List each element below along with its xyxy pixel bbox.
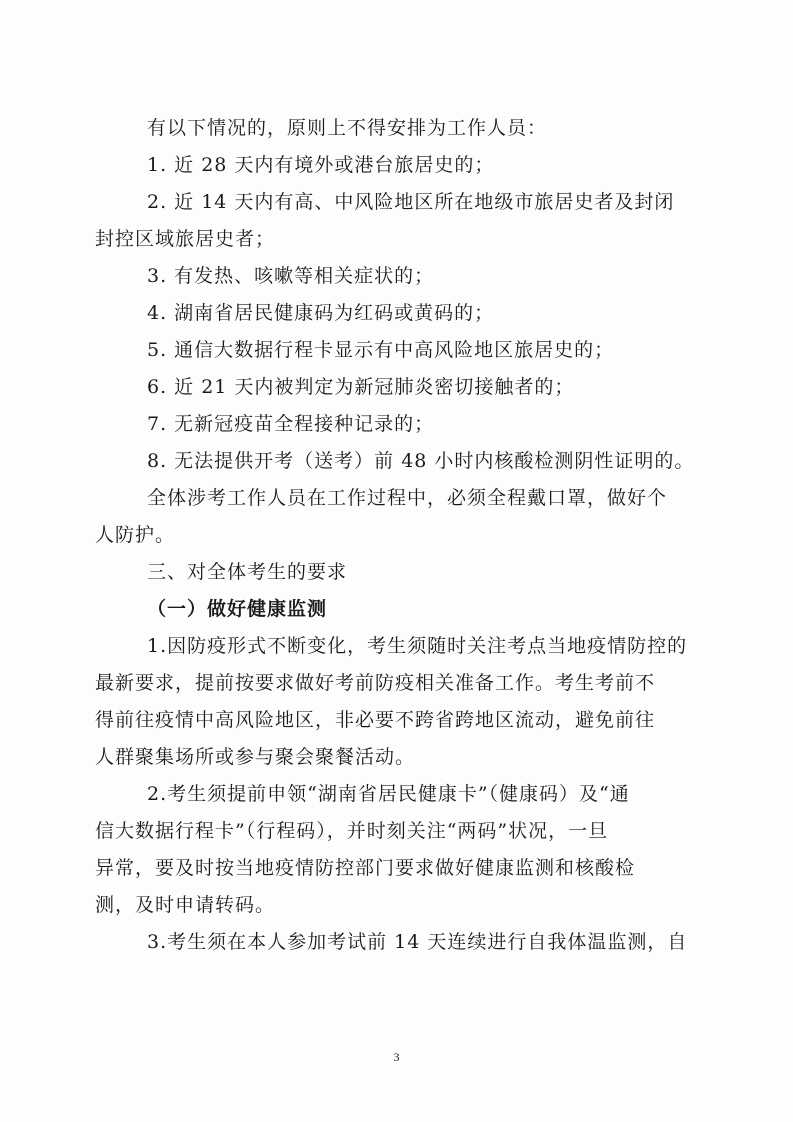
list-item: 1. 近 28 天内有境外或港台旅居史的；	[147, 154, 495, 176]
paragraph-line: 得前往疫情中高风险地区，非必要不跨省跨地区流动，避免前往	[95, 709, 656, 731]
list-item: 4. 湖南省居民健康码为红码或黄码的；	[147, 302, 495, 324]
subsection-heading: （一）做好健康监测	[147, 598, 328, 620]
paragraph-line: 最新要求，提前按要求做好考前防疫相关准备工作。考生考前不	[95, 672, 656, 694]
paragraph-line: 人群聚集场所或参与聚会聚餐活动。	[95, 746, 416, 768]
page-number: 3	[393, 1050, 400, 1064]
section-heading: 三、对全体考生的要求	[147, 561, 348, 583]
paragraph-line: 测，及时申请转码。	[95, 894, 276, 916]
list-item: 5. 通信大数据行程卡显示有中高风险地区旅居史的；	[147, 339, 615, 361]
list-item: 8. 无法提供开考（送考）前 48 小时内核酸检测阴性证明的。	[147, 450, 695, 472]
paragraph-line: 信大数据行程卡”（行程码），并时刻关注“两码”状况，一旦	[95, 820, 609, 842]
list-item: 3. 有发热、咳嗽等相关症状的；	[147, 265, 435, 287]
paragraph-line: 1.因防疫形式不断变化，考生须随时关注考点当地疫情防控的	[147, 635, 688, 657]
paragraph-line: 人防护。	[95, 524, 176, 546]
paragraph-line: 有以下情况的，原则上不得安排为工作人员：	[147, 117, 548, 139]
paragraph-line: 全体涉考工作人员在工作过程中，必须全程戴口罩，做好个	[147, 487, 668, 509]
list-item: 2. 近 14 天内有高、中风险地区所在地级市旅居史者及封闭	[147, 191, 675, 213]
list-item: 7. 无新冠疫苗全程接种记录的；	[147, 413, 435, 435]
paragraph-line: 异常，要及时按当地疫情防控部门要求做好健康监测和核酸检	[95, 857, 636, 879]
paragraph-line: 2.考生须提前申领“湖南省居民健康卡”（健康码）及“通	[147, 783, 630, 805]
list-item-continuation: 封控区域旅居史者；	[95, 228, 276, 250]
paragraph-line: 3.考生须在本人参加考试前 14 天连续进行自我体温监测，自	[147, 931, 688, 953]
list-item: 6. 近 21 天内被判定为新冠肺炎密切接触者的；	[147, 376, 575, 398]
document-body	[95, 110, 700, 961]
